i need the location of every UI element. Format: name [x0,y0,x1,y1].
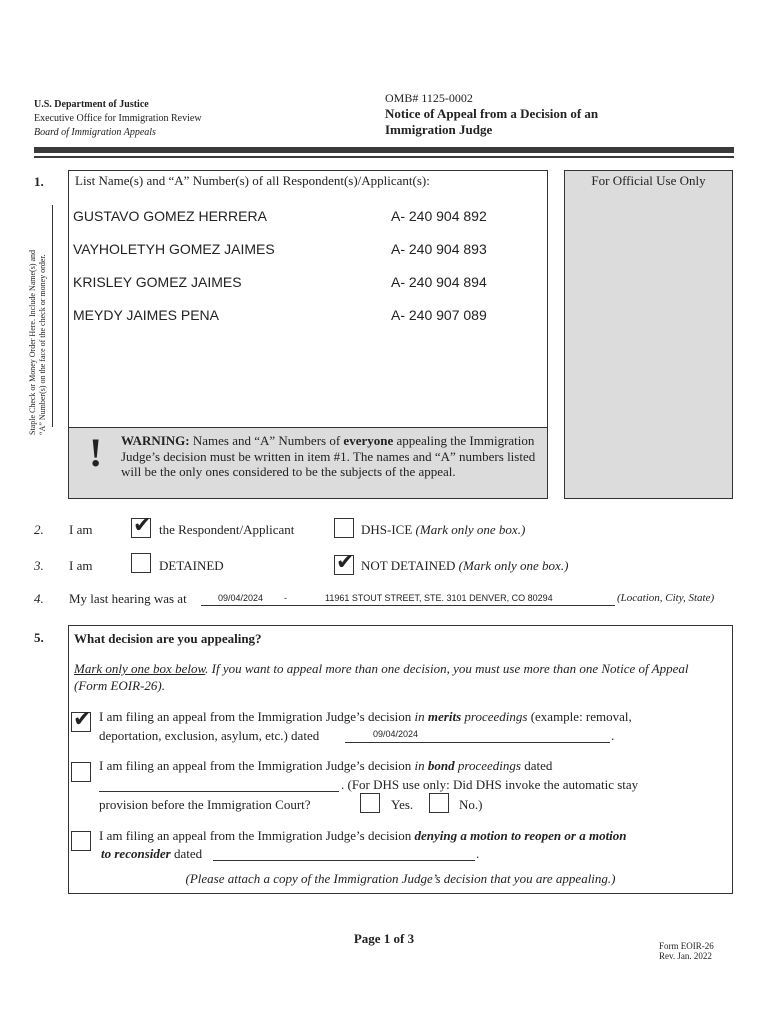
check-icon: ✔ [73,707,92,732]
merits-in: in [414,709,428,724]
item3-number: 3. [34,558,44,573]
dhs-ice-label: DHS-ICE [361,522,413,537]
bond-text-d: provision before the Immigration Court? [99,797,311,812]
respondent-option-label: the Respondent/Applicant [159,522,295,537]
respondent-checkbox[interactable] [131,513,152,538]
bond-yes-label: Yes. [391,797,414,812]
hearing-location: 11961 STOUT STREET, STE. 3101 DENVER, CO 80294 [325,593,553,603]
motion-text-b: dated [170,846,203,861]
motion-checkbox[interactable] [71,831,91,851]
merits-line1 [99,709,632,725]
merits-text-b: (example: removal, [527,709,632,724]
bond-checkbox[interactable] [71,762,91,782]
form-title-line2: Immigration Judge [385,122,493,137]
warning-part2: appealing the Immigration Judge’s decision must be written in item #1. The names and “A” numbers listed will be the only ones considered to be the subjects of the appeal. [121,433,536,479]
respondent-a-number[interactable]: A- 240 907 089 [391,307,487,323]
check-icon: ✔ [133,513,152,538]
form-title-block [385,90,598,138]
decision-question: What decision are you appealing? [74,631,262,646]
detained-checkbox[interactable] [131,553,151,573]
bond-text-b: dated [520,758,553,773]
page-number: Page 1 of 3 [353,931,415,946]
form-number: Form EOIR-26 [659,941,714,951]
respondent-a-number[interactable]: A- 240 904 894 [391,274,487,290]
respondent-a-number[interactable]: A- 240 904 893 [391,241,487,257]
bond-in: in [414,758,428,773]
warning-everyone: everyone [343,433,394,448]
last-hearing-label: My last hearing was at [69,591,187,606]
warning-part1: Names and “A” Numbers of [189,433,344,448]
instructions-underlined: Mark only one box below [74,661,206,676]
official-use-box [564,170,733,499]
attach-note: (Please attach a copy of the Immigration Judge’s decision that you are appealing.) [185,871,616,886]
staple-line1: Staple Check or Money Order Here. Include Name(s) and [28,249,37,435]
instructions-rest: . If you want to appeal more than one decision, you must use more than one Notice of Appeal (Form EOIR-26). [74,661,689,693]
respondent-name[interactable]: KRISLEY GOMEZ JAIMES [73,274,242,290]
merits-period: . [611,728,615,743]
form-revision: Rev. Jan. 2022 [659,951,712,961]
item3-note: (Mark only one box.) [458,558,569,573]
motion-line2 [101,846,202,862]
hearing-date: 09/04/2024 [218,593,264,603]
omb-number: OMB# 1125-0002 [385,91,473,105]
merits-text-a: I am filing an appeal from the Immigration Judge’s decision [99,709,415,724]
item5-number: 5. [34,630,44,645]
motion-bold: denying a motion to reopen or a motion [414,828,627,843]
merits-text-c: deportation, exclusion, asylum, etc.) dated [99,728,320,743]
merits-bold: merits [427,709,462,724]
motion-period: . [476,846,480,861]
not-detained-checkbox[interactable] [334,550,355,575]
motion-text-a: I am filing an appeal from the Immigration Judge’s decision [99,828,415,843]
item2-number: 2. [34,522,44,537]
dhs-ice-option [361,522,525,538]
merits-proceedings: proceedings [461,709,528,724]
bond-yes-checkbox[interactable] [360,793,380,813]
bond-bold: bond [427,758,455,773]
bond-no-label: No.) [459,797,483,812]
office-name: Executive Office for Immigration Review [34,113,202,124]
respondent-name[interactable]: GUSTAVO GOMEZ HERRERA [73,208,267,224]
official-use-label: For Official Use Only [591,173,706,188]
board-name: Board of Immigration Appeals [34,127,156,138]
motion-line1 [99,828,627,844]
bond-no-checkbox[interactable] [429,793,449,813]
warning-icon: ! [89,430,103,475]
decision-instructions [74,660,724,694]
not-detained-label: NOT DETAINED [361,558,456,573]
item4-number: 4. [34,591,44,606]
header-rule-thick [34,147,734,153]
bond-text-c: . (For DHS use only: Did DHS invoke the automatic stay [341,777,639,792]
staple-line2: “A” Number(s) on the face of the check or money order. [38,254,47,435]
check-icon: ✔ [336,550,355,575]
header-rule-thin [34,156,734,158]
staple-instructions [28,205,52,435]
item1-number: 1. [34,174,44,189]
detained-label: DETAINED [159,558,224,573]
dhs-ice-checkbox[interactable] [334,518,354,538]
respondent-a-number[interactable]: A- 240 904 892 [391,208,487,224]
item2-i-am: I am [69,522,93,537]
item3-i-am: I am [69,558,93,573]
merits-checkbox[interactable] [71,707,92,732]
not-detained-option [361,558,568,574]
form-title-line1: Notice of Appeal from a Decision of an [385,106,599,121]
merits-date: 09/04/2024 [373,729,419,739]
bond-text-a: I am filing an appeal from the Immigration Judge’s decision [99,758,415,773]
bond-line1 [99,758,552,774]
form-id [659,941,714,961]
respondents-label: List Name(s) and “A” Number(s) of all Respondent(s)/Applicant(s): [75,173,430,188]
dept-name: U.S. Department of Justice [34,99,149,110]
hearing-dash: - [284,593,287,603]
location-hint: (Location, City, State) [617,592,715,604]
agency-header [34,98,202,140]
bond-date-field[interactable] [99,777,339,792]
respondent-name[interactable]: VAYHOLETYH GOMEZ JAIMES [73,241,275,257]
respondent-name[interactable]: MEYDY JAIMES PENA [73,307,220,323]
staple-divider [52,205,53,427]
warning-text [121,433,546,480]
item2-note: (Mark only one box.) [415,522,526,537]
bond-proceedings: proceedings [454,758,521,773]
warning-label: WARNING: [121,433,190,448]
motion-bold2: to reconsider [101,846,171,861]
motion-date-field[interactable] [213,846,475,861]
